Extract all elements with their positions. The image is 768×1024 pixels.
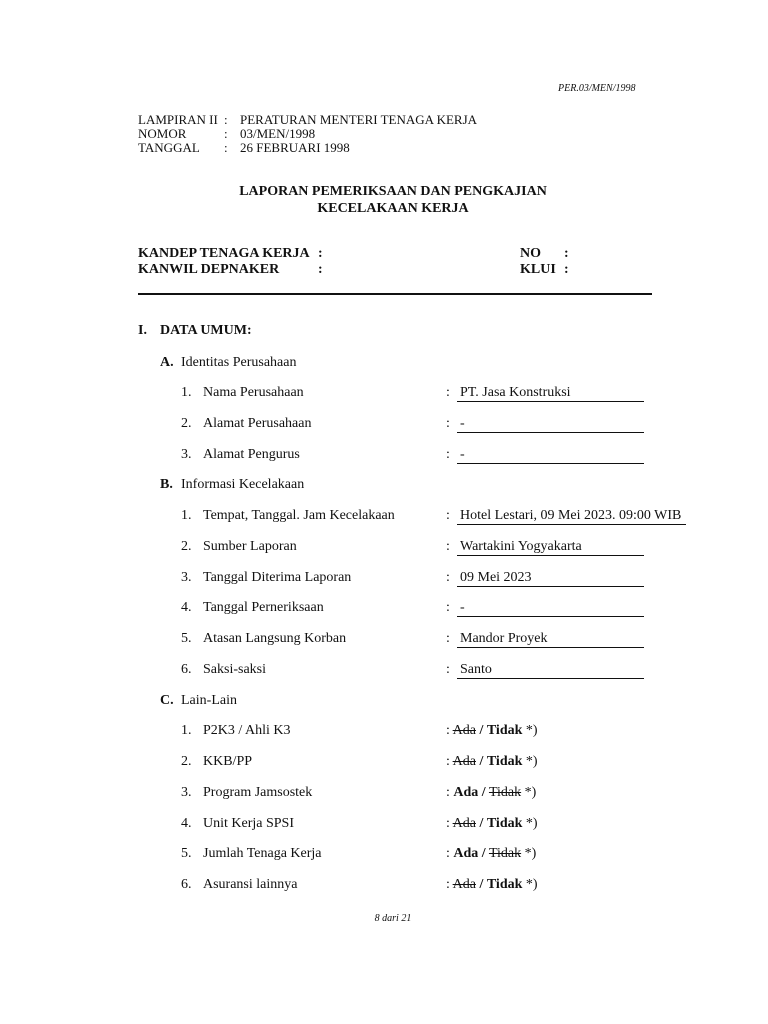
option-slash: / [479,877,484,892]
item-label-program-jamsostek: Program Jamsostek [203,785,313,800]
item-label-atasan-langsung: Atasan Langsung Korban [203,631,347,646]
header-sep: : [224,126,228,141]
header-value-tanggal: 26 FEBRUARI 1998 [240,140,350,155]
option-note: *) [524,785,537,800]
option-slash: / [481,785,486,800]
subsection-b-letter: B. [160,477,173,492]
choice-p2k3: : Ada / Tidak *) [446,723,538,738]
option-slash: / [479,754,484,769]
header-sep: : [224,140,228,155]
item-number: 1. [181,385,192,400]
option-note: *) [525,816,538,831]
option-tidak: Tidak [486,754,523,769]
option-note: *) [525,754,538,769]
item-number: 5. [181,631,192,646]
item-label-tempat-tanggal-jam: Tempat, Tanggal. Jam Kecelakaan [203,508,395,523]
item-number: 3. [181,447,192,462]
no-sep: : [564,246,569,261]
item-label-sumber-laporan: Sumber Laporan [203,539,297,554]
choice-unit-kerja-spsi: : Ada / Tidak *) [446,816,538,831]
item-label-alamat-perusahaan: Alamat Perusahaan [203,416,312,431]
option-tidak: Tidak [486,723,523,738]
option-slash: / [481,846,486,861]
header-label-tanggal: TANGGAL [138,140,200,155]
item-label-unit-kerja-spsi: Unit Kerja SPSI [203,816,294,831]
kanwil-sep: : [318,262,323,277]
option-note: *) [524,846,537,861]
item-label-saksi-saksi: Saksi-saksi [203,662,266,677]
option-tidak: Tidak [488,846,522,861]
kandep-sep: : [318,246,323,261]
header-sep: : [224,112,228,127]
header-value-nomor: 03/MEN/1998 [240,126,316,141]
item-colon: : [446,631,450,646]
header-label-lampiran: LAMPIRAN II [138,112,218,127]
item-number: 6. [181,662,192,677]
item-label-tanggal-diterima: Tanggal Diterima Laporan [203,570,352,585]
item-colon: : [446,539,450,554]
section-title: DATA UMUM: [160,323,252,338]
value-tanggal-pemeriksaan: - [457,600,644,617]
document-title-line1: LAPORAN PEMERIKSAAN DAN PENGKAJIAN [239,184,547,199]
option-ada: Ada [452,754,476,769]
value-tempat-tanggal-jam: Hotel Lestari, 09 Mei 2023. 09:00 WIB [457,508,686,525]
option-slash: / [479,723,484,738]
option-ada: Ada [453,785,479,800]
item-number: 4. [181,816,192,831]
choice-program-jamsostek: : Ada / Tidak *) [446,785,537,800]
item-label-jumlah-tenaga-kerja: Jumlah Tenaga Kerja [203,846,322,861]
item-colon: : [446,385,450,400]
item-number: 5. [181,846,192,861]
header-label-nomor: NOMOR [138,126,187,141]
item-number: 3. [181,785,192,800]
item-label-asuransi-lainnya: Asuransi lainnya [203,877,298,892]
kanwil-label: KANWIL DEPNAKER [138,262,280,277]
option-note: *) [525,723,538,738]
item-label-nama-perusahaan: Nama Perusahaan [203,385,304,400]
value-tanggal-diterima: 09 Mei 2023 [457,570,644,587]
option-ada: Ada [452,723,476,738]
header-divider [138,293,652,295]
subsection-a-letter: A. [160,355,174,370]
value-alamat-pengurus: - [457,447,644,464]
item-number: 3. [181,570,192,585]
value-atasan-langsung: Mandor Proyek [457,631,644,648]
no-label: NO [520,246,541,261]
item-colon: : [446,662,450,677]
option-note: *) [525,877,538,892]
klui-label: KLUI [520,262,556,277]
item-number: 2. [181,416,192,431]
item-colon: : [446,447,450,462]
subsection-a-title: Identitas Perusahaan [181,355,297,370]
option-ada: Ada [452,877,476,892]
item-colon: : [446,416,450,431]
item-colon: : [446,570,450,585]
value-nama-perusahaan: PT. Jasa Konstruksi [457,385,644,402]
option-tidak: Tidak [486,877,523,892]
item-number: 2. [181,539,192,554]
subsection-c-title: Lain-Lain [181,693,237,708]
item-number: 1. [181,723,192,738]
section-number: I. [138,323,147,338]
choice-jumlah-tenaga-kerja: : Ada / Tidak *) [446,846,537,861]
item-number: 2. [181,754,192,769]
value-saksi-saksi: Santo [457,662,644,679]
klui-sep: : [564,262,569,277]
header-value-lampiran: PERATURAN MENTERI TENAGA KERJA [240,112,478,127]
item-colon: : [446,508,450,523]
item-label-alamat-pengurus: Alamat Pengurus [203,447,300,462]
option-tidak: Tidak [488,785,522,800]
subsection-c-letter: C. [160,693,174,708]
choice-kkb-pp: : Ada / Tidak *) [446,754,538,769]
value-alamat-perusahaan: - [457,416,644,433]
option-slash: / [479,816,484,831]
item-colon: : [446,600,450,615]
item-label-p2k3: P2K3 / Ahli K3 [203,723,291,738]
document-reference: PER.03/MEN/1998 [558,83,636,94]
kandep-label: KANDEP TENAGA KERJA [138,246,310,261]
item-number: 6. [181,877,192,892]
subsection-b-title: Informasi Kecelakaan [181,477,305,492]
item-number: 4. [181,600,192,615]
item-label-kkb-pp: KKB/PP [203,754,253,769]
option-ada: Ada [453,846,479,861]
value-sumber-laporan: Wartakini Yogyakarta [457,539,644,556]
page-number: 8 dari 21 [374,913,412,924]
option-ada: Ada [452,816,476,831]
choice-asuransi-lainnya: : Ada / Tidak *) [446,877,538,892]
item-label-tanggal-pemeriksaan: Tanggal Perneriksaan [203,600,324,615]
option-tidak: Tidak [486,816,523,831]
item-number: 1. [181,508,192,523]
document-title-line2: KECELAKAAN KERJA [317,201,469,216]
